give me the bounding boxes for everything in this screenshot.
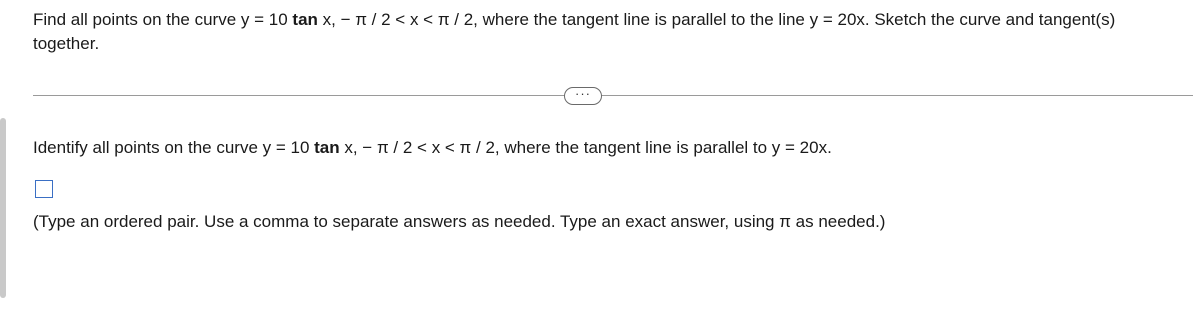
divider-line: [33, 95, 1193, 96]
subquestion-part-1: Identify all points on the curve y = 10: [33, 138, 315, 157]
question-part-1: Find all points on the curve y = 10: [33, 10, 293, 29]
section-divider: [33, 87, 1193, 105]
subquestion-text: [33, 136, 1173, 160]
subquestion-part-2: x, − π / 2 < x < π / 2, where the tangent line is parallel to y = 20x.: [339, 138, 832, 157]
scroll-indicator: [0, 118, 6, 298]
question-part-2: x, − π / 2 < x < π / 2, where the tangent line is parallel to the line y = 20x. Sketch the curve and tangent(s) together.: [33, 10, 1116, 53]
answer-instruction: (Type an ordered pair. Use a comma to separate answers as needed. Type an exact answer, using π as needed.): [33, 212, 886, 231]
subquestion-tan: tan: [314, 138, 340, 157]
question-tan: tan: [292, 10, 318, 29]
question-text: [33, 8, 1163, 56]
more-options-button[interactable]: ···: [564, 87, 602, 105]
answer-input[interactable]: [35, 180, 53, 198]
